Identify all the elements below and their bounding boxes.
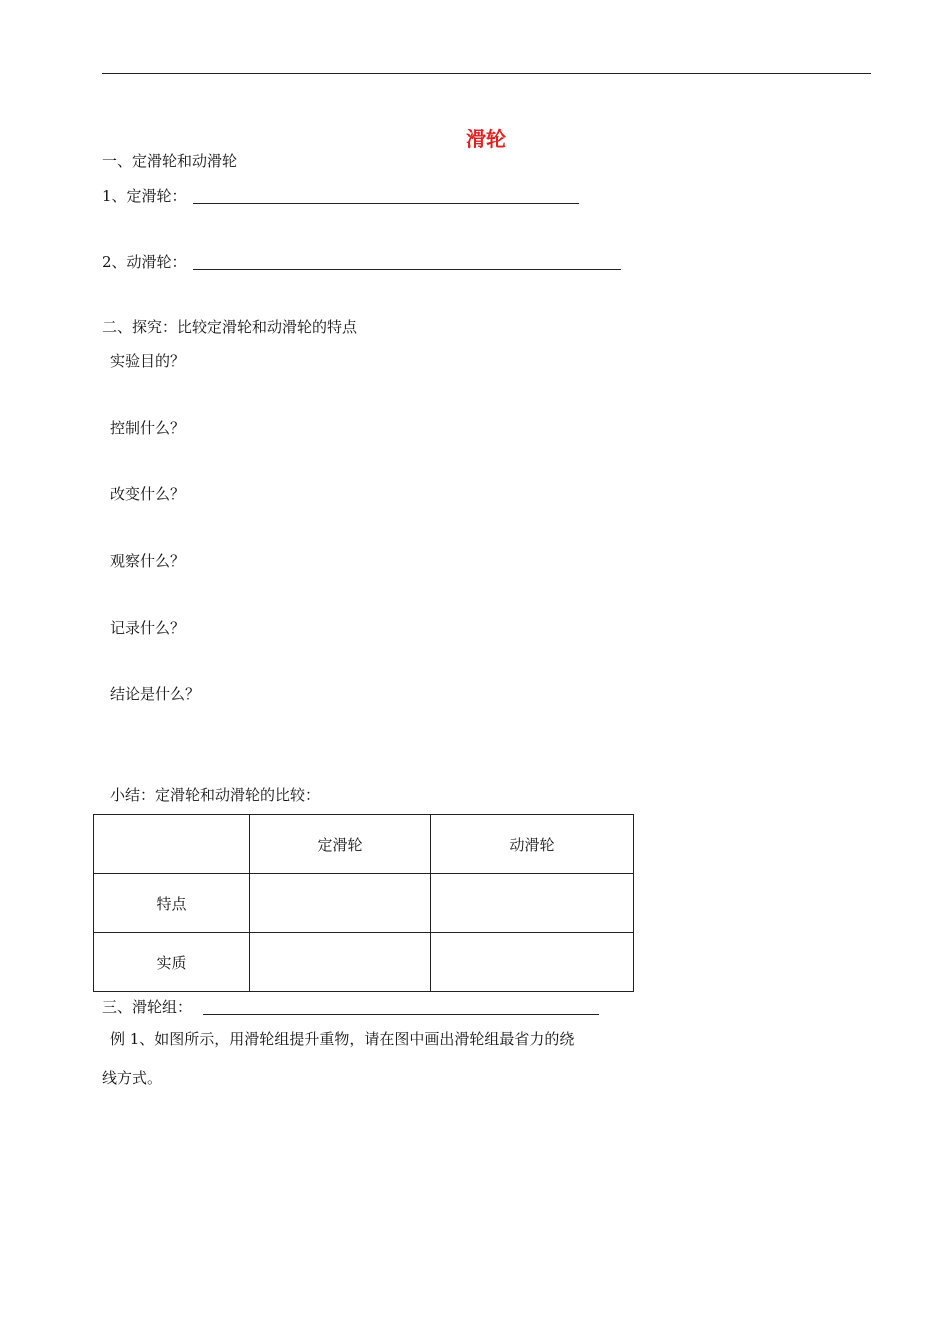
example-text-line2: 线方式。 (102, 1069, 163, 1087)
table-cell[interactable] (431, 933, 634, 992)
fixed-pulley-question: 1、定滑轮： (102, 187, 187, 205)
question-observe: 观察什么？ (110, 552, 186, 570)
question-purpose: 实验目的？ (110, 352, 186, 370)
row-label: 特点 (94, 874, 250, 933)
section1-heading: 一、定滑轮和动滑轮 (102, 152, 238, 170)
table-row (94, 874, 634, 933)
row-label: 实质 (94, 933, 250, 992)
page-title: 滑轮 (466, 127, 506, 151)
movable-pulley-question: 2、动滑轮： (102, 253, 187, 271)
fixed-pulley-answer-blank[interactable] (193, 203, 579, 204)
table-header-cell (94, 815, 250, 874)
movable-pulley-answer-blank[interactable] (193, 269, 621, 270)
table-row (94, 933, 634, 992)
section2-heading: 二、探究：比较定滑轮和动滑轮的特点 (102, 318, 358, 336)
question-conclusion: 结论是什么？ (110, 685, 201, 703)
section3-heading: 三、滑轮组： (102, 998, 193, 1016)
table-cell[interactable] (431, 874, 634, 933)
comparison-table (93, 814, 634, 992)
header-rule (102, 73, 871, 74)
table-header-row (94, 815, 634, 874)
question-change: 改变什么？ (110, 485, 186, 503)
table-cell[interactable] (250, 933, 431, 992)
question-record: 记录什么？ (110, 619, 186, 637)
summary-heading: 小结：定滑轮和动滑轮的比较： (110, 786, 321, 804)
table-header-cell: 动滑轮 (431, 815, 634, 874)
table-header-cell: 定滑轮 (250, 815, 431, 874)
question-control: 控制什么？ (110, 419, 186, 437)
example-text-line1: 例 1、如图所示，用滑轮组提升重物，请在图中画出滑轮组最省力的绕 (110, 1030, 575, 1048)
table-cell[interactable] (250, 874, 431, 933)
pulley-block-answer-blank[interactable] (203, 1014, 599, 1015)
